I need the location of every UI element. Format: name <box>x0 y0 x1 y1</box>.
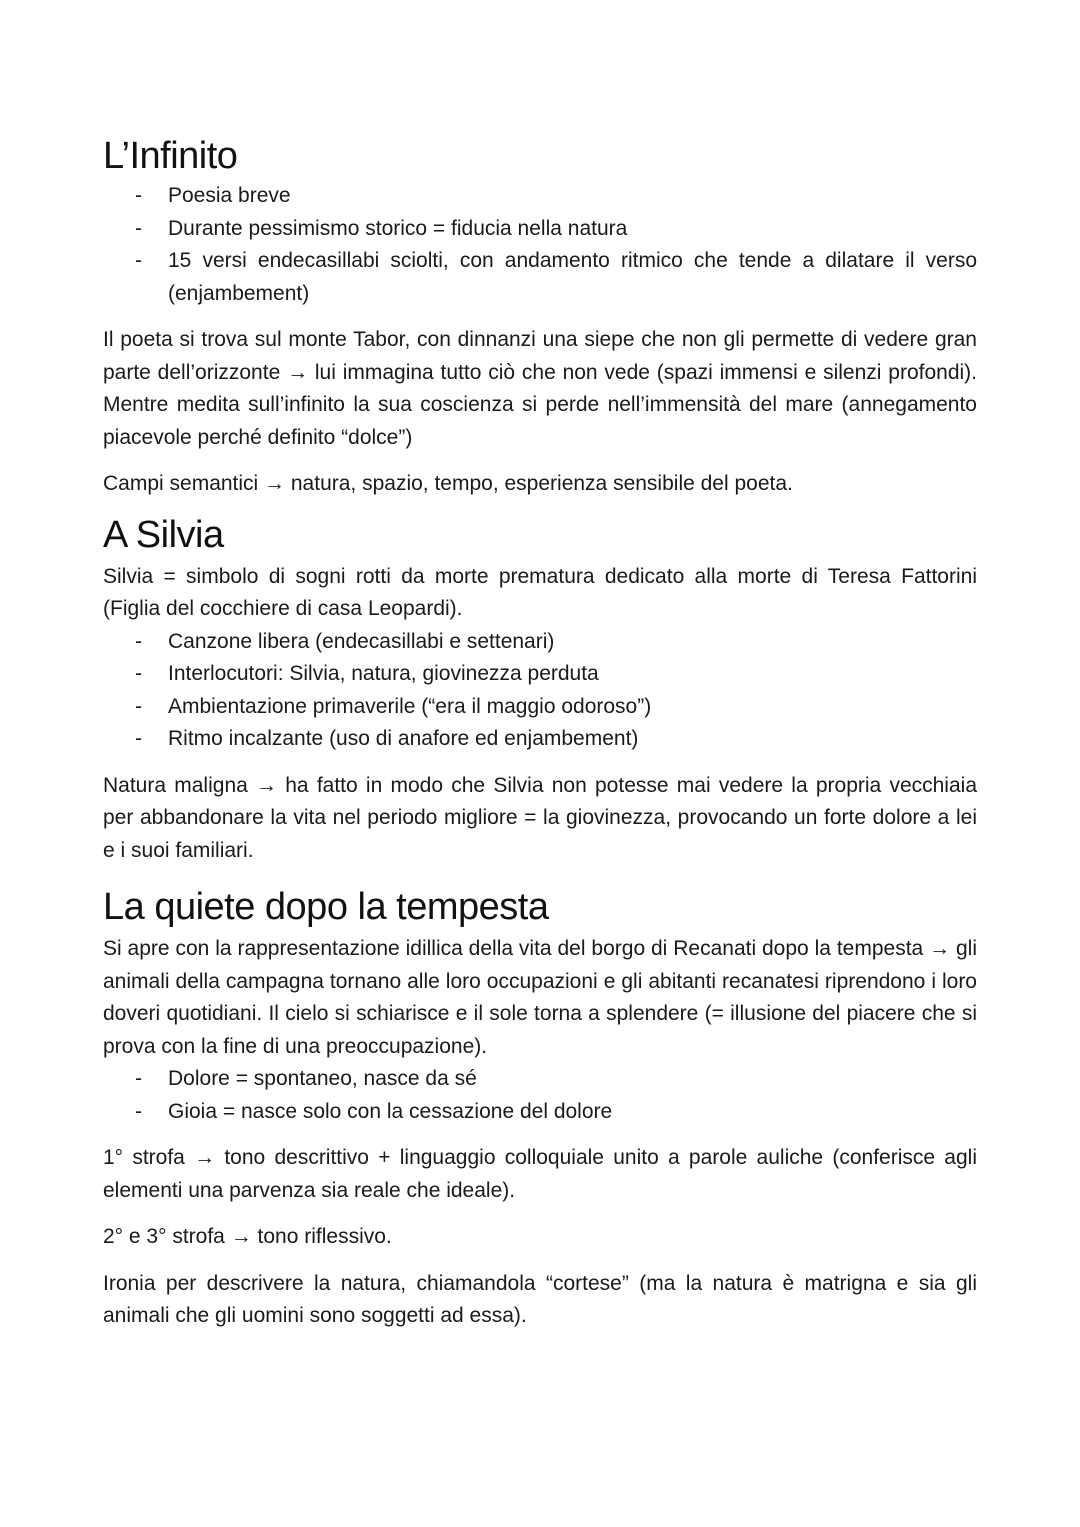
list-item-text: Poesia breve <box>168 184 291 207</box>
paragraph: Natura maligna → ha fatto in modo che Silvia non potesse mai vedere la propria vecchiaia per abbandonare la vita nel periodo migliore = la giovinezza, provocando un forte dolore a lei e i suoi familiari. <box>103 773 977 862</box>
list-item-text: Gioia = nasce solo con la cessazione del dolore <box>168 1099 613 1123</box>
list-item-text: Durante pessimismo storico = fiducia nella natura <box>168 216 628 240</box>
list-item-text: Canzone libera (endecasillabi e settenari) <box>168 629 555 653</box>
list-item <box>103 723 977 756</box>
paragraph: Campi semantici → natura, spazio, tempo, esperienza sensibile del poeta. <box>103 472 793 495</box>
dash-bullet: - <box>135 1099 142 1123</box>
dash-bullet: - <box>135 184 142 207</box>
list-item-text: Ritmo incalzante (uso di anafore ed enjambement) <box>168 727 639 750</box>
list-item-text: 15 versi endecasillabi sciolti, con andamento ritmico che tende a dilatare il verso (enjambement) <box>168 249 977 305</box>
list-item-text: Dolore = spontaneo, nasce da sé <box>168 1067 477 1090</box>
list-item <box>103 658 977 691</box>
list-item <box>103 691 977 724</box>
section-a-silvia <box>103 511 977 868</box>
list-item-text: Ambientazione primaverile (“era il maggio odoroso”) <box>168 694 652 718</box>
list-item-text: Interlocutori: Silvia, natura, giovinezza perduta <box>168 662 599 685</box>
paragraph: Ironia per descrivere la natura, chiamandola “cortese” (ma la natura è matrigna e sia gli animali che gli uomini sono soggetti ad essa). <box>103 1271 977 1327</box>
bullet-list <box>103 180 977 310</box>
list-item <box>103 213 977 246</box>
dash-bullet: - <box>135 216 142 240</box>
paragraph: 1° strofa → tono descrittivo + linguaggio colloquiale unito a parole auliche (conferisce agli elementi una parvenza sia reale che ideale). <box>103 1146 977 1202</box>
list-item <box>103 1063 977 1096</box>
bullet-list <box>103 626 977 756</box>
list-item <box>103 626 977 659</box>
dash-bullet: - <box>135 249 142 272</box>
dash-bullet: - <box>135 1067 142 1090</box>
dash-bullet: - <box>135 727 142 750</box>
list-item <box>103 245 977 310</box>
section-quiete-dopo-tempesta <box>103 883 977 1333</box>
dash-bullet: - <box>135 662 142 685</box>
section-title: A Silvia <box>103 513 224 556</box>
dash-bullet: - <box>135 694 142 718</box>
section-title: La quiete dopo la tempesta <box>103 886 549 928</box>
dash-bullet: - <box>135 629 142 653</box>
list-item <box>103 1096 977 1129</box>
document-page <box>103 132 977 1333</box>
bullet-list <box>103 1063 977 1128</box>
section-infinito <box>103 132 977 501</box>
paragraph: 2° e 3° strofa → tono riflessivo. <box>103 1225 392 1248</box>
paragraph: Si apre con la rappresentazione idillica della vita del borgo di Recanati dopo la tempesta → gli animali della campagna tornano alle loro occupazioni e gli abitanti recanatesi riprendono i loro doveri quotidiani. Il cielo si schiarisce e il sole torna a splendere (= illusione del piacere che si prova con la fine di una preoccupazione). <box>103 937 977 1058</box>
paragraph: Il poeta si trova sul monte Tabor, con dinnanzi una siepe che non gli permette di vedere gran parte dell’orizzonte → lui immagina tutto ciò che non vede (spazi immensi e silenzi profondi). Mentre medita sull’infinito la sua coscienza si perde nell’immensità del mare (annegamento piacevole perché definito “dolce”) <box>103 328 977 449</box>
paragraph: Silvia = simbolo di sogni rotti da morte prematura dedicato alla morte di Teresa Fattorini (Figlia del cocchiere di casa Leopardi). <box>103 564 977 620</box>
list-item <box>103 180 977 213</box>
section-title: L’Infinito <box>103 135 238 177</box>
